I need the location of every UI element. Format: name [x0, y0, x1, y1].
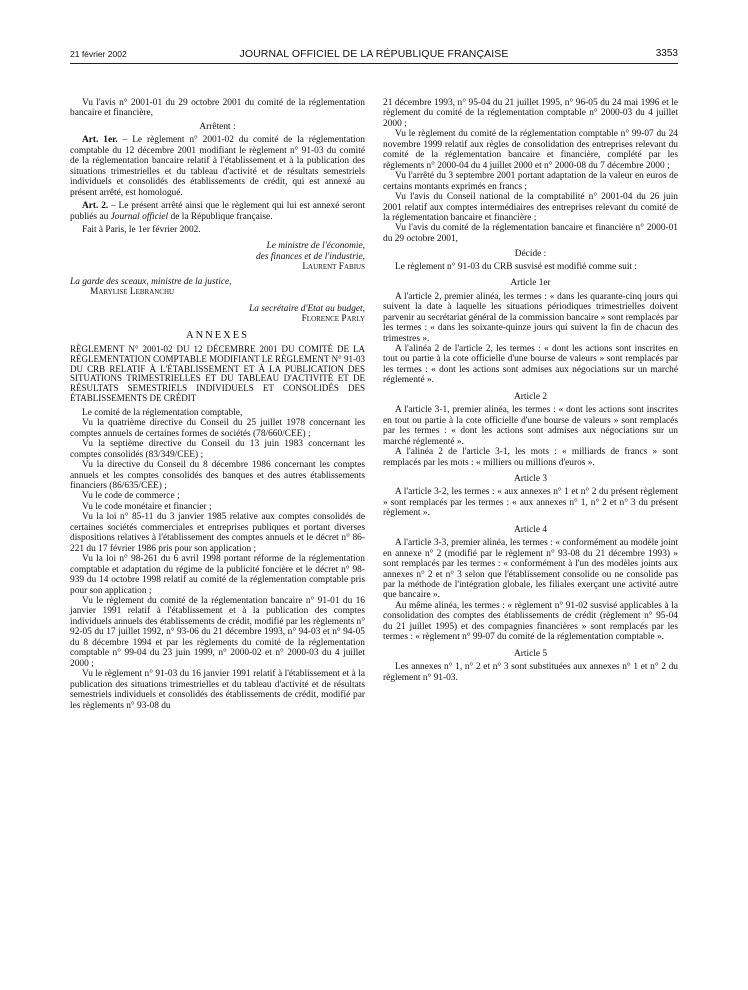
article-1-paragraph — [70, 135, 365, 198]
signature-block-3 — [70, 304, 365, 325]
article-1-para-1: A l'article 2, premier alinéa, les termes : « dans les quarante-cinq jours qui suivent la date à laquelle les situations périodiques trimestrielles doivent parvenir au secrétariat général de la commission bancaire » sont remplacés par les termes : « dans les soixante-quinze jours qui suivent la fin de chacun des trimestres ». — [383, 291, 678, 344]
visa-line: Vu la septième directive du Conseil du 13 juin 1983 concernant les comptes consolidés (83/349/CEE) ; — [70, 439, 365, 460]
signature-block-1 — [70, 241, 365, 272]
article-2-text-italic: Journal officiel — [110, 211, 169, 222]
decide-heading: Décide : — [514, 249, 547, 260]
visa-line: Vu l'arrêté du 3 septembre 2001 portant adaptation de la valeur en euros de certains montants exprimés en francs ; — [383, 171, 678, 192]
article-2-para-2: A l'alinéa 2 de l'article 3-1, les mots : « milliards de francs » sont remplacés par les mots : « milliers ou millions d'euros ». — [383, 447, 678, 468]
arrete-heading: Arrêtent : — [199, 121, 236, 132]
signature-1-title-b: des finances et de l'industrie, — [255, 251, 365, 262]
regulation-title: RÈGLEMENT N° 2001-02 DU 12 DÉCEMBRE 2001 DU COMITÉ DE LA RÉGLEMENTATION COMPTABLE MODIFIANT LE RÈGLEMENT N° 91-03 DU CRB RELATIF À L'ÉTABLISSEMENT ET À LA PUBLICATION DES SITUATIONS TRIMESTRIELLES ET DU TABLEAU D'ACTIVITÉ ET DE RÉSULTATS SEMESTRIELS INDIVIDUELS ET CONSOLIDÉS DES ÉTABLISSEMENTS DE CRÉDIT — [70, 344, 365, 404]
article-1-label: Art. 1er. — [82, 135, 118, 146]
visa-line: Vu le règlement n° 91-03 du 16 janvier 1991 relatif à l'établissement et à la publication des situations trimestrielles et du tableau d'activité et de résultats semestriels individuels et consolidés des établissements de crédit, modifié par les règlements n° 93-08 du — [70, 669, 365, 711]
signature-1-name: Laurent Fabius — [302, 262, 365, 273]
fait-line: Fait à Paris, le 1er février 2002. — [82, 224, 201, 235]
article-2-heading: Article 2 — [513, 391, 548, 402]
visa-line: Vu la quatrième directive du Conseil du 25 juillet 1978 concernant les comptes annuels de certaines formes de sociétés (78/660/CEE) ; — [70, 418, 365, 439]
article-5-heading: Article 5 — [513, 648, 548, 659]
visa-line: Vu la loi n° 98-261 du 6 avril 1998 portant réforme de la réglementation comptable et adaptation du régime de la publicité foncière et le décret n° 98-939 du 14 octobre 1998 relatif au comité de la réglementation comptable pris pour son application ; — [70, 554, 365, 596]
visa-line: Vu l'avis du Conseil national de la comptabilité n° 2001-04 du 26 juin 2001 relatif aux comptes intermédiaires des entreprises relevant du comité de la réglementation bancaire et financière ; — [383, 192, 678, 223]
decide-paragraph: Le règlement n° 91-03 du CRB susvisé est modifié comme suit : — [395, 261, 637, 272]
visa-line: Vu le règlement du comité de la réglementation bancaire n° 91-01 du 16 janvier 1991 relatif à l'établissement et à la publication des comptes individuels annuels des établissements de crédit, modifié par les règlements n° 92-05 du 17 juillet 1992, n° 93-06 du 21 décembre 1993, n° 94-03 et n° 94-05 du 8 décembre 1994 et par les règlements du comité de la réglementation comptable n° 99-04 du 23 juin 1999, n° 2000-02 et n° 2000-03 du 4 juillet 2000 ; — [70, 596, 365, 669]
signature-block-2 — [70, 277, 365, 298]
article-2-paragraph — [70, 201, 365, 222]
journal-title: JOURNAL OFFICIEL DE LA RÉPUBLIQUE FRANÇAISE — [239, 48, 509, 60]
article-2-label: Art. 2. — [82, 201, 109, 212]
article-2-text-a: – Le présent arrêté ainsi que le règlement qui lui est annexé seront publiés au — [70, 201, 365, 222]
left-column — [70, 98, 365, 711]
header-rule — [70, 63, 678, 64]
article-1-para-2: A l'alinéa 2 de l'article 2, les termes : « dont les actions sont inscrites en tout ou partie à la cote officielle d'une bourse de valeurs » sont remplacés par les termes : « dont les actions sont admises aux négociations sur un marché réglementé ». — [383, 343, 678, 386]
signature-3-title: La secrétaire d'Etat au budget, — [249, 303, 365, 314]
visa-line: Vu la loi n° 85-11 du 3 janvier 1985 relative aux comptes consolidés de certaines sociétés commerciales et entreprises publiques et portant diverses dispositions relatives à l'établissement des comptes annuels et le décret n° 86-221 du 17 février 1986 pris pour son application ; — [70, 512, 365, 554]
article-2-text-b: de la République française. — [168, 211, 273, 222]
visa-line: Vu le règlement du comité de la réglementation comptable n° 99-07 du 24 novembre 1999 relatif aux règles de consolidation des entreprises relevant du comité de la réglementation bancaire et financière, complété par les règlements n° 2000-04 du 4 juillet 2000 et n° 2000-08 du 7 décembre 2000 ; — [383, 129, 678, 171]
header-date: 21 février 2002 — [70, 49, 127, 59]
signature-2-title: La garde des sceaux, ministre de la justice, — [70, 276, 232, 287]
visa-line: Vu la directive du Conseil du 8 décembre 1986 concernant les comptes annuels et les comptes consolidés des banques et des autres établissements financiers (86/635/CEE) ; — [70, 460, 365, 492]
visa-continuation: 21 décembre 1993, n° 95-04 du 21 juillet 1995, n° 96-05 du 24 mai 1996 et le règlement du comité de la réglementation comptable n° 2000-03 du 4 juillet 2000 ; — [383, 98, 678, 129]
visa-line: Vu l'avis du comité de la réglementation bancaire et financière n° 2000-01 du 29 octobre 2001, — [383, 223, 678, 244]
page-number: 3353 — [655, 48, 678, 59]
article-4-para-2: Au même alinéa, les termes : « règlement n° 91-02 susvisé applicables à la consolidation des comptes des établissements de crédit (règlement n° 95-04 du 21 juillet 1995) et des compagnies financières » sont remplacés par les termes : « règlement n° 99-07 du comité de la réglementation comptable ». — [383, 600, 678, 643]
article-3-para-1: A l'article 3-2, les termes : « aux annexes n° 1 et n° 2 du présent règlement » sont remplacés par les termes : « aux annexes n° 1, n° 2 et n° 3 du présent règlement ». — [383, 487, 678, 519]
annexes-heading: ANNEXES — [186, 329, 249, 341]
article-3-heading: Article 3 — [513, 473, 548, 484]
article-1-text: – Le règlement n° 2001-02 du comité de la réglementation comptable du 12 décembre 2001 modifiant le règlement n° 91-03 du comité de la réglementation bancaire relatif à l'établissement et à la publication des situations trimestrielles et du tableau d'activité et de résultats semestriels individuels et consolidés des établissements de crédit, qui est annexé au présent arrêté, est homologué. — [70, 135, 365, 198]
article-4-heading: Article 4 — [513, 524, 548, 535]
page-header — [70, 47, 678, 63]
visa-line: Vu le code monétaire et financier ; — [82, 501, 212, 512]
article-4-para-1: A l'article 3-3, premier alinéa, les termes : « conformément au modèle joint en annexe n° 2 (modifié par le règlement n° 93-08 du 21 décembre 1993) » sont remplacés par les termes : « conformément à l'un des modèles joints aux annexes n° 2 et n° 3 selon que l'établissement consolide ou ne consolide pas par la méthode de l'intégration globale, les filiales exerçant une activité autre que bancaire ». — [383, 538, 678, 601]
visa-paragraph: Vu l'avis n° 2001-01 du 29 octobre 2001 du comité de la réglementation bancaire et financière, — [70, 98, 365, 119]
visa-line: Le comité de la réglementation comptable, — [82, 407, 243, 418]
article-2-para-1: A l'article 3-1, premier alinéa, les termes : « dont les actions sont inscrites en tout ou partie à la cote officielle d'une bourse de valeurs » sont remplacés par les termes : « dont les actions sont admises aux négociations sur un marché réglementé ». — [383, 405, 678, 447]
article-5-para-1: Les annexes n° 1, n° 2 et n° 3 sont substituées aux annexes n° 1 et n° 2 du règlement n° 91-03. — [383, 662, 678, 683]
right-column — [383, 98, 678, 683]
signature-3-name: Florence Parly — [301, 314, 365, 325]
visa-line: Vu le code de commerce ; — [82, 491, 180, 502]
signature-2-name: Marylise Lebranchu — [90, 287, 175, 298]
signature-1-title-a: Le ministre de l'économie, — [266, 241, 365, 252]
article-1-heading: Article 1er — [510, 278, 551, 289]
